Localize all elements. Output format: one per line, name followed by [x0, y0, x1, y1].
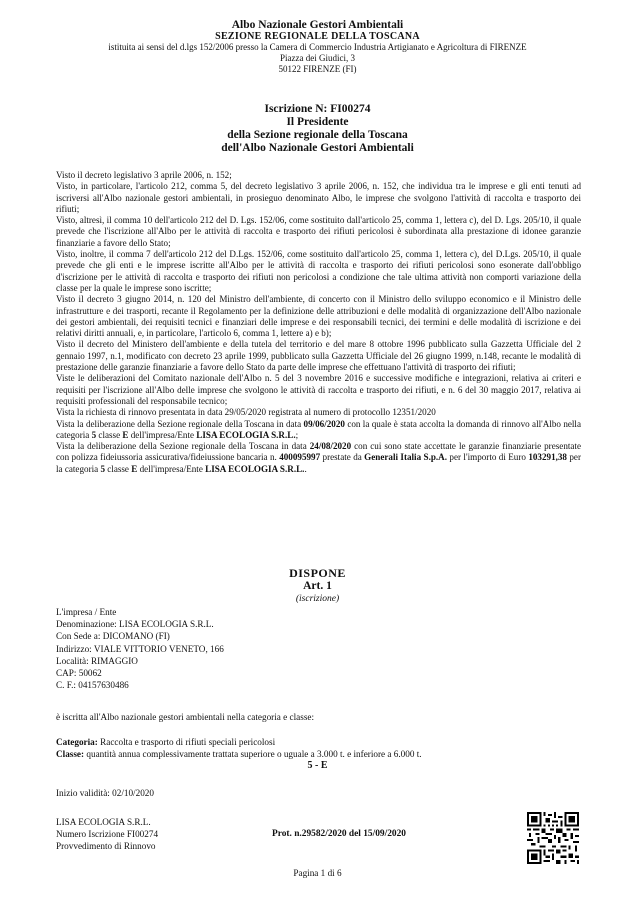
- address-line: Piazza dei Giudici, 3: [280, 53, 355, 63]
- president-title: Il Presidente: [286, 116, 349, 128]
- city-line: 50122 FIRENZE (FI): [278, 64, 357, 74]
- section-line: della Sezione regionale della Toscana: [227, 129, 408, 141]
- company-type: L'impresa / Ente: [56, 607, 117, 617]
- page-number: Pagina 1 di 6: [293, 868, 342, 878]
- company-cf: C. F.: 04157630486: [56, 680, 129, 691]
- visto-paragraph: Visto, in particolare, l'articolo 212, comma 5, del decreto legislativo 3 aprile 2006, n. 152, che individua tra le imprese e gli enti tenuti ad iscriversi all'Albo nazionale gestori ambientali, in prosieguo denominato Albo, le imprese che svolgono l'attività di raccolta e trasporto dei rifiuti;: [56, 181, 581, 214]
- visto-paragraph: Vista la richiesta di rinnovo presentata in data 29/05/2020 registrata al numero di protocollo 12351/2020: [56, 407, 436, 418]
- registration-heading: [0, 103, 635, 155]
- dispone-title: DISPONE: [289, 566, 346, 580]
- company-locality: Località: RIMAGGIO: [56, 655, 138, 666]
- footer-company: LISA ECOLOGIA S.R.L.: [56, 817, 151, 827]
- company-info: [56, 606, 224, 691]
- instituted-line: istituita ai sensi del d.lgs 152/2006 presso la Camera di Commercio Industria Artigianato e Agricoltura di FIRENZE: [108, 42, 527, 52]
- footer-provvedimento: Provvedimento di Rinnovo: [56, 841, 156, 851]
- company-name: Denominazione: LISA ECOLOGIA S.R.L.: [56, 619, 214, 630]
- visto-paragraph: Visto il decreto del Ministero dell'ambiente e della tutela del territorio e del mare 8 ottobre 1996 pubblicato sulla Gazzetta Ufficiale del 2 gennaio 1997, n.1, modificato con decreto 23 aprile 1999, pubblicato sulla Gazzetta Ufficiale del 26 giugno 1999, n.148, recante le modalità di prestazione delle garanzie finanziarie a favore dello Stato da parte delle imprese che effettuano l'attività di trasporto dei rifiuti;: [56, 339, 581, 373]
- category-class-code: 5 - E: [307, 760, 328, 771]
- category-line: Categoria: Raccolta e trasporto di rifiuti speciali pericolosi: [56, 737, 276, 747]
- protocol-number: Prot. n.29582/2020 del 15/09/2020: [272, 829, 406, 839]
- company-address: Indirizzo: VIALE VITTORIO VENETO, 166: [56, 643, 224, 654]
- validity-start: Inizio validità: 02/10/2020: [56, 788, 154, 798]
- class-line: Classe: quantità annua complessivamente trattata superiore o uguale a 3.000 t. e inferiore a 6.000 t.: [56, 748, 422, 759]
- company-cap: CAP: 50062: [56, 668, 102, 679]
- deliberation-paragraph-1: Vista la deliberazione della Sezione regionale della Toscana in data 09/06/2020 con la quale è stata accolta la domanda di rinnovo all'Albo nella categoria 5 classe E dell'impresa/Ente LISA ECOLOGIA S.R.L.;: [56, 418, 581, 440]
- dispone-heading: [0, 566, 635, 605]
- qr-code-icon: [527, 812, 579, 864]
- article-title: Art. 1: [303, 580, 332, 592]
- registration-number: Iscrizione N: FI00274: [264, 103, 371, 115]
- company-seat: Con Sede a: DICOMANO (FI): [56, 631, 170, 642]
- visto-paragraph: Visto, altresì, il comma 10 dell'articolo 212 del D. Lgs. 152/06, come sostituito dall'articolo 25, comma 1, lettera c), del D. Lgs. 205/10, il quale prevede che l'iscrizione all'Albo per le attività di raccolta e trasporto dei rifiuti pericolosi è subordinata alla prestazione di idonee garanzie finanziarie a favore dello Stato;: [56, 215, 581, 248]
- deliberation-paragraph-2: Vista la deliberazione della Sezione regionale della Toscana in data 24/08/2020 con cui sono state accettate le garanzie finanziarie presentate con polizza fideiussoria assicurativa/fideiussione bancaria n. 400095997 prestate da Generali Italia S.p.A. per l'importo di Euro 103291,38 per la categoria 5 classe E dell'impresa/Ente LISA ECOLOGIA S.R.L..: [56, 441, 581, 474]
- albo-line: dell'Albo Nazionale Gestori Ambientali: [221, 142, 414, 154]
- document-header: [0, 20, 635, 75]
- section-title: SEZIONE REGIONALE DELLA TOSCANA: [215, 31, 420, 42]
- footer-info: [56, 816, 158, 852]
- iscritta-line: è iscritta all'Albo nazionale gestori ambientali nella categoria e classe:: [56, 712, 315, 722]
- albo-title: Albo Nazionale Gestori Ambientali: [231, 19, 404, 31]
- visto-section: [56, 170, 581, 475]
- visto-paragraph: Visto il decreto 3 giugno 2014, n. 120 del Ministro dell'ambiente, di concerto con il Ministro dello sviluppo economico e il Ministro delle infrastrutture e dei trasporti, recante il Regolamento per la definizione delle attribuzioni e delle modalità di organizzazione dell'Albo nazionale dei gestori ambientali, dei requisiti tecnici e finanziari delle imprese e dei responsabili tecnici, dei termini e delle modalità di iscrizione e dei relativi diritti annuali, e, in particolare, l'articolo 6, comma 1, lettere a) e b);: [56, 294, 581, 339]
- visto-paragraph: Visto il decreto legislativo 3 aprile 2006, n. 152;: [56, 170, 232, 180]
- article-subtitle: (iscrizione): [295, 594, 340, 604]
- category-block: [56, 737, 581, 761]
- visto-paragraph: Viste le deliberazioni del Comitato nazionale dell'Albo n. 5 del 3 novembre 2016 e successive modifiche e integrazioni, relativa ai criteri e requisiti per l'iscrizione all'Albo delle imprese che svolgono le attività di raccolta e trasporto dei rifiuti, e n. 6 del 30 maggio 2017, relativa ai requisiti professionali del responsabile tecnico;: [56, 373, 581, 406]
- footer-registration-number: Numero Iscrizione FI00274: [56, 829, 159, 839]
- visto-paragraph: Visto, inoltre, il comma 7 dell'articolo 212 del D.Lgs. 152/06, come sostituito dall'articolo 25, comma 1, lettera c), del D.Lgs. 205/10, il quale prevede che gli enti e le imprese iscritte all'Albo per le attività di raccolta e trasporto dei rifiuti pericolosi sono esonerate dall'obbligo d'iscrizione per le attività di raccolta e trasporto dei rifiuti non pericolosi a condizione che tale ultima attività non comporti variazione della classe per la quale le imprese sono iscritte;: [56, 249, 581, 293]
